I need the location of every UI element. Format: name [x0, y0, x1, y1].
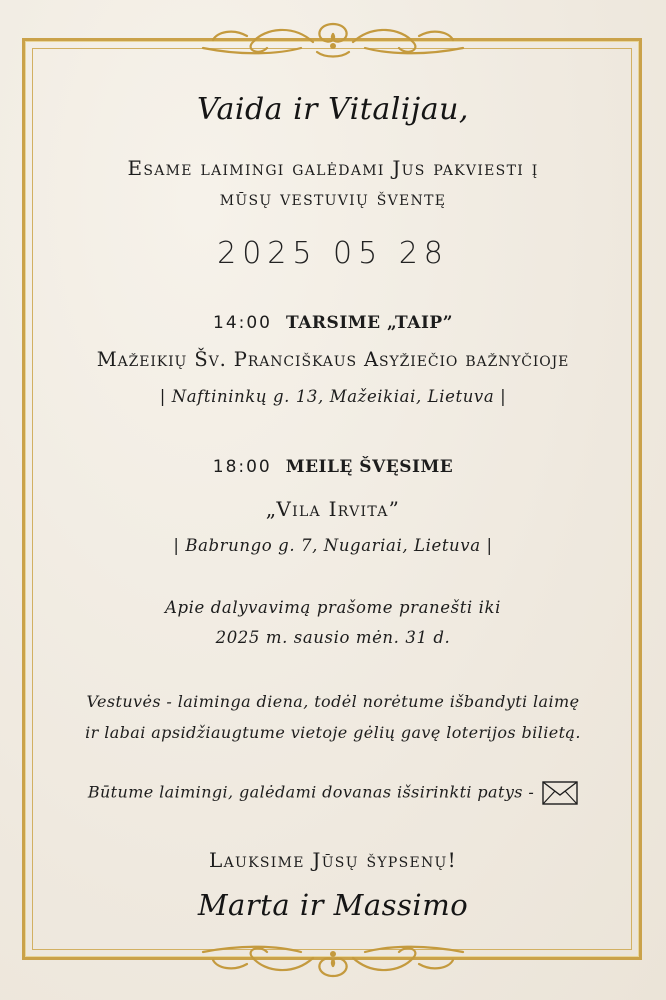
wedding-date: 2025 05 28 — [217, 236, 449, 271]
top-ornament-icon — [183, 18, 483, 62]
ceremony-heading — [40, 313, 626, 333]
gifts-line — [40, 781, 626, 805]
ceremony-time: 14:00 — [213, 313, 272, 333]
envelope-icon — [542, 781, 578, 805]
ceremony-title: TARSIME „TAIP” — [286, 313, 453, 333]
reception-title: MEILĘ ŠVĘSIME — [285, 457, 454, 477]
invite-line-2: mūsų vestuvių šventę — [219, 186, 447, 210]
greeting: Vaida ir Vitalijau, — [197, 92, 469, 127]
lottery-line-1: Vestuvės - laiminga diena, todėl norėtume išbandyti laimę — [86, 692, 580, 711]
ceremony-place: Mažeikių Šv. Pranciškaus Asyžiečio bažnyčioje — [96, 348, 570, 371]
reception-place: „Vila Irvita” — [265, 497, 401, 521]
rsvp-line-1: Apie dalyvavimą prašome pranešti iki — [164, 598, 502, 617]
reception-heading — [40, 457, 626, 477]
invite-line-1: Esame laimingi galėdami Jus pakviesti į — [127, 156, 539, 180]
closing-line: Lauksime Jūsų šypsenų! — [209, 848, 457, 872]
bottom-ornament-icon — [183, 938, 483, 982]
signature: Marta ir Massimo — [197, 888, 469, 922]
rsvp-line-2: 2025 m. sausio mėn. 31 d. — [215, 628, 451, 647]
ceremony-address: | Naftininkų g. 13, Mažeikiai, Lietuva | — [159, 387, 507, 406]
reception-address: | Babrungo g. 7, Nugariai, Lietuva | — [173, 536, 493, 555]
lottery-line-2: ir labai apsidžiaugtume vietoje gėlių gavę loterijos bilietą. — [85, 723, 581, 742]
reception-time: 18:00 — [212, 457, 272, 477]
gifts-text: Būtume laimingi, galėdami dovanas išsirinkti patys - — [87, 782, 535, 802]
